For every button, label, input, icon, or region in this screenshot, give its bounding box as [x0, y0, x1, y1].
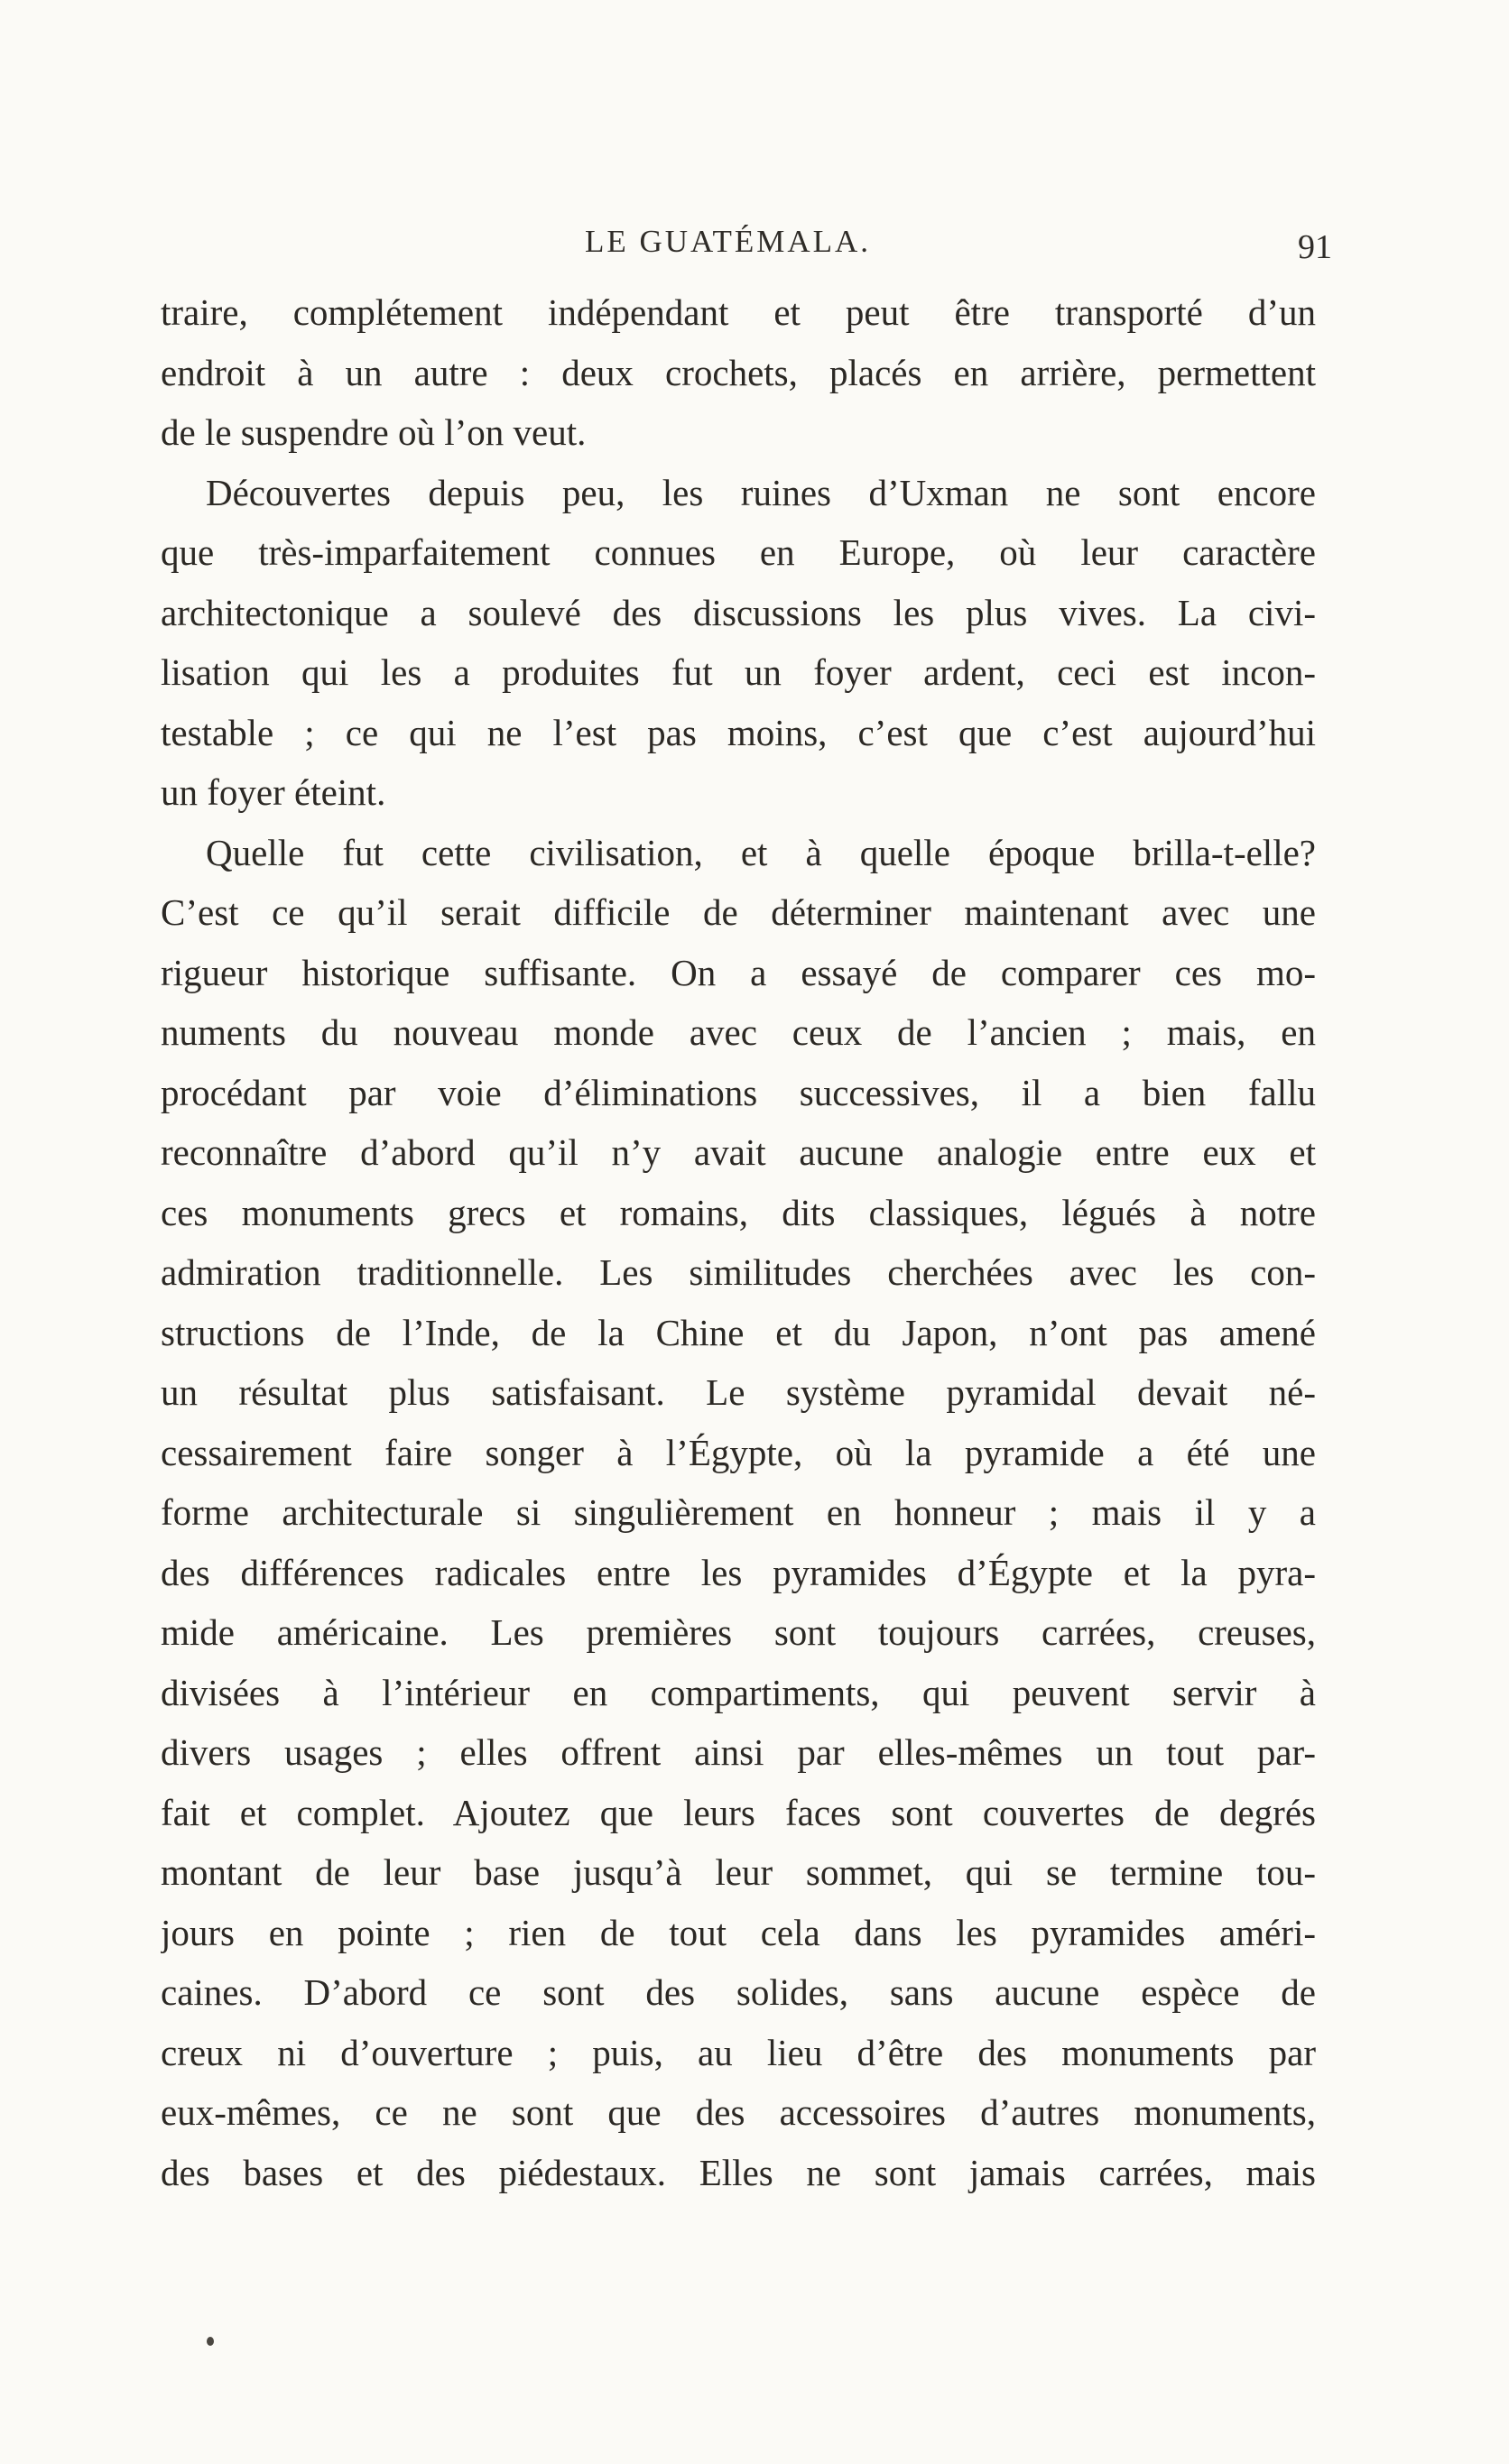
text-line: rigueur historique suffisante. On a essayé de comparer ces mo-: [161, 951, 1316, 993]
text-line: ces monuments grecs et romains, dits classiques, légués à notre: [161, 1191, 1316, 1233]
text-line: traire, complétement indépendant et peut être transporté d’un: [161, 291, 1316, 333]
text-line: architectonique a soulevé des discussions les plus vives. La civi-: [161, 591, 1316, 633]
text-line: reconnaître d’abord qu’il n’y avait aucune analogie entre eux et: [161, 1131, 1316, 1173]
text-line: C’est ce qu’il serait difficile de déterminer maintenant avec une: [161, 891, 1316, 933]
body-text: [161, 282, 1316, 2202]
text-line: caines. D’abord ce sont des solides, sans aucune espèce de: [161, 1971, 1316, 2013]
text-line: des bases et des piédestaux. Elles ne sont jamais carrées, mais: [161, 2151, 1316, 2193]
text-line: structions de l’Inde, de la Chine et du Japon, n’ont pas amené: [161, 1311, 1316, 1353]
text-line: endroit à un autre : deux crochets, placés en arrière, permettent: [161, 351, 1316, 393]
text-line: lisation qui les a produites fut un foyer ardent, ceci est incon-: [161, 651, 1316, 693]
text-line: testable ; ce qui ne l’est pas moins, c’est que c’est aujourd’hui: [161, 711, 1316, 753]
running-head: [161, 224, 1332, 269]
text-line: jours en pointe ; rien de tout cela dans les pyramides améri-: [161, 1911, 1316, 1953]
text-line: un résultat plus satisfaisant. Le système pyramidal devait né-: [161, 1371, 1316, 1413]
text-line: Découvertes depuis peu, les ruines d’Uxman ne sont encore: [206, 471, 1316, 513]
text-line: fait et complet. Ajoutez que leurs faces sont couvertes de degrés: [161, 1791, 1316, 1833]
text-line: divers usages ; elles offrent ainsi par elles-mêmes un tout par-: [161, 1731, 1316, 1773]
text-line: montant de leur base jusqu’à leur sommet, qui se termine tou-: [161, 1851, 1316, 1893]
text-line: procédant par voie d’éliminations successives, il a bien fallu: [161, 1071, 1316, 1113]
text-line: des différences radicales entre les pyramides d’Égypte et la pyra-: [161, 1551, 1316, 1593]
running-title: LE GUATÉMALA.: [585, 224, 872, 259]
text-line: divisées à l’intérieur en compartiments, qui peuvent servir à: [161, 1671, 1316, 1713]
text-line: Quelle fut cette civilisation, et à quelle époque brilla-t-elle?: [206, 831, 1316, 873]
text-line: que très-imparfaitement connues en Europe, où leur caractère: [161, 531, 1316, 573]
ink-speck: [207, 2337, 214, 2346]
page-number: 91: [1298, 228, 1332, 266]
text-line: un foyer éteint.: [161, 771, 386, 813]
text-line: admiration traditionnelle. Les similitudes cherchées avec les con-: [161, 1251, 1316, 1293]
text-line: numents du nouveau monde avec ceux de l’ancien ; mais, en: [161, 1011, 1316, 1053]
text-line: creux ni d’ouverture ; puis, au lieu d’être des monuments par: [161, 2031, 1316, 2073]
text-line: mide américaine. Les premières sont toujours carrées, creuses,: [161, 1611, 1316, 1653]
text-line: cessairement faire songer à l’Égypte, où la pyramide a été une: [161, 1431, 1316, 1473]
text-line: forme architecturale si singulièrement en honneur ; mais il y a: [161, 1491, 1316, 1533]
text-line: eux-mêmes, ce ne sont que des accessoires d’autres monuments,: [161, 2091, 1316, 2133]
text-line: de le suspendre où l’on veut.: [161, 411, 587, 453]
